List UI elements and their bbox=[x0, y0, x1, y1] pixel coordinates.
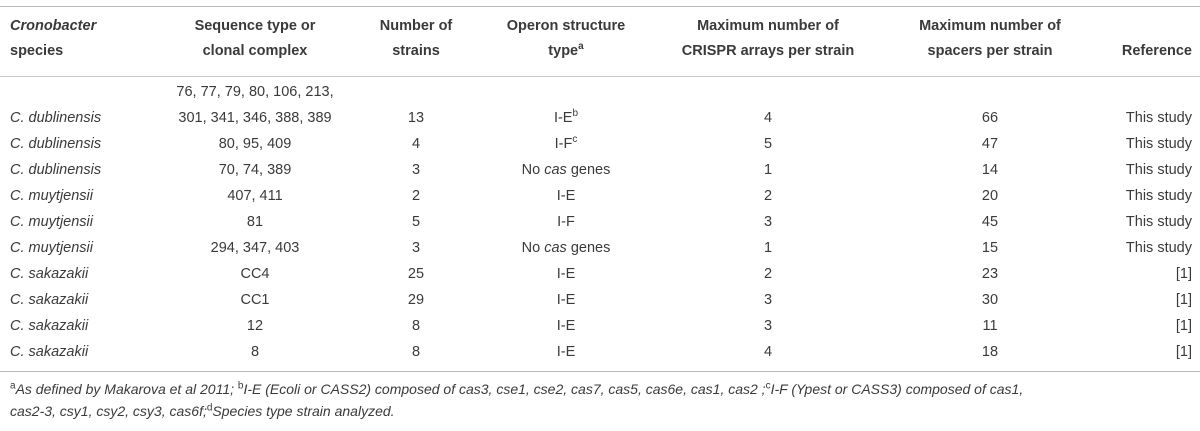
row2-spacers: 47 bbox=[981, 136, 999, 152]
row6-reference: This study bbox=[1125, 240, 1192, 256]
row9-strains: 8 bbox=[411, 318, 421, 334]
row2-strains: 4 bbox=[411, 136, 421, 152]
footnote-text-a: As defined by Makarova et al 2011; bbox=[15, 381, 238, 397]
row7-arrays: 2 bbox=[763, 266, 773, 282]
header-strains-line2: strains bbox=[392, 43, 440, 59]
row6-strains: 3 bbox=[411, 240, 421, 256]
row3-operon-pre: No bbox=[521, 162, 545, 178]
header-arrays-line1: Maximum number of bbox=[697, 18, 839, 34]
header-arrays-line2: CRISPR arrays per strain bbox=[681, 43, 855, 59]
row8-species: C. sakazakii bbox=[10, 292, 89, 308]
row10-st: 8 bbox=[250, 344, 260, 360]
row10-reference: [1] bbox=[1175, 344, 1192, 360]
table-bottom-rule bbox=[0, 371, 1200, 372]
row1-spacers: 66 bbox=[981, 110, 999, 126]
row4-operon: I-E bbox=[556, 188, 576, 204]
row3-operon bbox=[486, 158, 646, 183]
header-spacers-line1: Maximum number of bbox=[919, 18, 1061, 34]
header-species-line2: species bbox=[10, 43, 64, 59]
row5-arrays: 3 bbox=[763, 214, 773, 230]
footnote-text-c2: cas2-3, csy1, csy2, csy3, cas6f; bbox=[10, 403, 207, 419]
row4-reference: This study bbox=[1125, 188, 1192, 204]
header-sequence-type bbox=[150, 14, 360, 70]
header-operon-sup: a bbox=[578, 41, 584, 53]
row1-st-line2: 301, 341, 346, 388, 389 bbox=[178, 110, 332, 126]
row2-arrays: 5 bbox=[763, 136, 773, 152]
row3-st: 70, 74, 389 bbox=[218, 162, 292, 178]
row6-operon-italic: cas bbox=[544, 240, 567, 256]
table-top-rule bbox=[0, 6, 1200, 7]
row5-reference: This study bbox=[1125, 214, 1192, 230]
header-strains bbox=[366, 14, 466, 70]
header-sequence-line2: clonal complex bbox=[202, 43, 308, 59]
footnote-text-c: I-F (Ypest or CASS3) composed of cas1, bbox=[770, 381, 1024, 397]
row5-operon: I-F bbox=[557, 214, 575, 230]
row1-strains: 13 bbox=[407, 110, 425, 126]
row1-arrays: 4 bbox=[763, 110, 773, 126]
header-species bbox=[10, 14, 140, 70]
row2-operon bbox=[486, 132, 646, 157]
row2-st: 80, 95, 409 bbox=[218, 136, 292, 152]
row4-arrays: 2 bbox=[763, 188, 773, 204]
header-species-line1: Cronobacter bbox=[10, 18, 97, 34]
footnote-sup-a: a bbox=[10, 380, 16, 392]
header-operon-line2: type bbox=[548, 43, 579, 59]
row8-spacers: 30 bbox=[981, 292, 999, 308]
row2-species: C. dublinensis bbox=[10, 136, 102, 152]
row3-spacers: 14 bbox=[981, 162, 999, 178]
header-strains-line1: Number of bbox=[379, 18, 453, 34]
row2-operon-sup: c bbox=[572, 134, 578, 146]
row2-reference: This study bbox=[1125, 136, 1192, 152]
row4-strains: 2 bbox=[411, 188, 421, 204]
row5-spacers: 45 bbox=[981, 214, 999, 230]
row3-operon-post: genes bbox=[566, 162, 611, 178]
header-spacers bbox=[898, 14, 1082, 70]
row10-spacers: 18 bbox=[981, 344, 999, 360]
row9-spacers: 11 bbox=[982, 318, 998, 334]
row9-st: 12 bbox=[246, 318, 264, 334]
row1-operon-sup: b bbox=[572, 108, 579, 120]
row5-st: 81 bbox=[246, 214, 264, 230]
row1-st-line1: 76, 77, 79, 80, 106, 213, bbox=[176, 84, 334, 100]
row6-operon-post: genes bbox=[566, 240, 611, 256]
row4-species: C. muytjensii bbox=[10, 188, 93, 204]
row7-species: C. sakazakii bbox=[10, 266, 89, 282]
row1-operon-text: I-E bbox=[553, 110, 573, 126]
row3-arrays: 1 bbox=[763, 162, 773, 178]
row3-species: C. dublinensis bbox=[10, 162, 102, 178]
row6-operon bbox=[486, 236, 646, 261]
header-operon bbox=[486, 14, 646, 70]
row4-st: 407, 411 bbox=[227, 188, 283, 204]
row3-strains: 3 bbox=[411, 162, 421, 178]
row6-operon-pre: No bbox=[521, 240, 545, 256]
row6-spacers: 15 bbox=[981, 240, 999, 256]
row6-arrays: 1 bbox=[763, 240, 773, 256]
row9-operon: I-E bbox=[556, 318, 576, 334]
row8-arrays: 3 bbox=[763, 292, 773, 308]
row3-reference: This study bbox=[1125, 162, 1192, 178]
row8-reference: [1] bbox=[1175, 292, 1192, 308]
header-sequence-line1: Sequence type or bbox=[194, 18, 316, 34]
row7-st: CC4 bbox=[240, 266, 270, 282]
row4-spacers: 20 bbox=[981, 188, 999, 204]
row10-arrays: 4 bbox=[763, 344, 773, 360]
row10-operon: I-E bbox=[556, 344, 576, 360]
row5-species: C. muytjensii bbox=[10, 214, 93, 230]
table-footnote bbox=[10, 378, 1195, 422]
row8-st: CC1 bbox=[240, 292, 270, 308]
footnote-text-d: Species type strain analyzed. bbox=[212, 403, 395, 419]
header-rule bbox=[0, 76, 1200, 77]
row9-arrays: 3 bbox=[763, 318, 773, 334]
row6-species: C. muytjensii bbox=[10, 240, 93, 256]
row5-strains: 5 bbox=[411, 214, 421, 230]
footnote-sup-c: c bbox=[765, 380, 771, 392]
row10-strains: 8 bbox=[411, 344, 421, 360]
row7-strains: 25 bbox=[407, 266, 425, 282]
footnote-sup-d: d bbox=[206, 402, 213, 414]
row6-st: 294, 347, 403 bbox=[210, 240, 300, 256]
row1-species: C. dublinensis bbox=[10, 110, 102, 126]
row3-operon-italic: cas bbox=[544, 162, 567, 178]
row7-operon: I-E bbox=[556, 266, 576, 282]
row10-species: C. sakazakii bbox=[10, 344, 89, 360]
row1-reference: This study bbox=[1125, 110, 1192, 126]
header-arrays bbox=[652, 14, 884, 70]
row9-species: C. sakazakii bbox=[10, 318, 89, 334]
row2-operon-text: I-F bbox=[554, 136, 573, 152]
row9-reference: [1] bbox=[1175, 318, 1192, 334]
row7-reference: [1] bbox=[1175, 266, 1192, 282]
header-reference bbox=[1090, 39, 1192, 95]
row8-strains: 29 bbox=[407, 292, 425, 308]
footnote-sup-b: b bbox=[237, 380, 244, 392]
header-reference-label: Reference bbox=[1121, 43, 1192, 59]
footnote-line1 bbox=[10, 378, 1195, 400]
footnote-line2 bbox=[10, 400, 1195, 422]
row7-spacers: 23 bbox=[981, 266, 999, 282]
row1-operon bbox=[486, 106, 646, 131]
row8-operon: I-E bbox=[556, 292, 576, 308]
footnote-text-b: I-E (Ecoli or CASS2) composed of cas3, cse1, cse2, cas7, cas5, cas6e, cas1, cas2 ; bbox=[243, 381, 766, 397]
header-operon-line1: Operon structure bbox=[506, 18, 626, 34]
header-spacers-line2: spacers per strain bbox=[927, 43, 1053, 59]
